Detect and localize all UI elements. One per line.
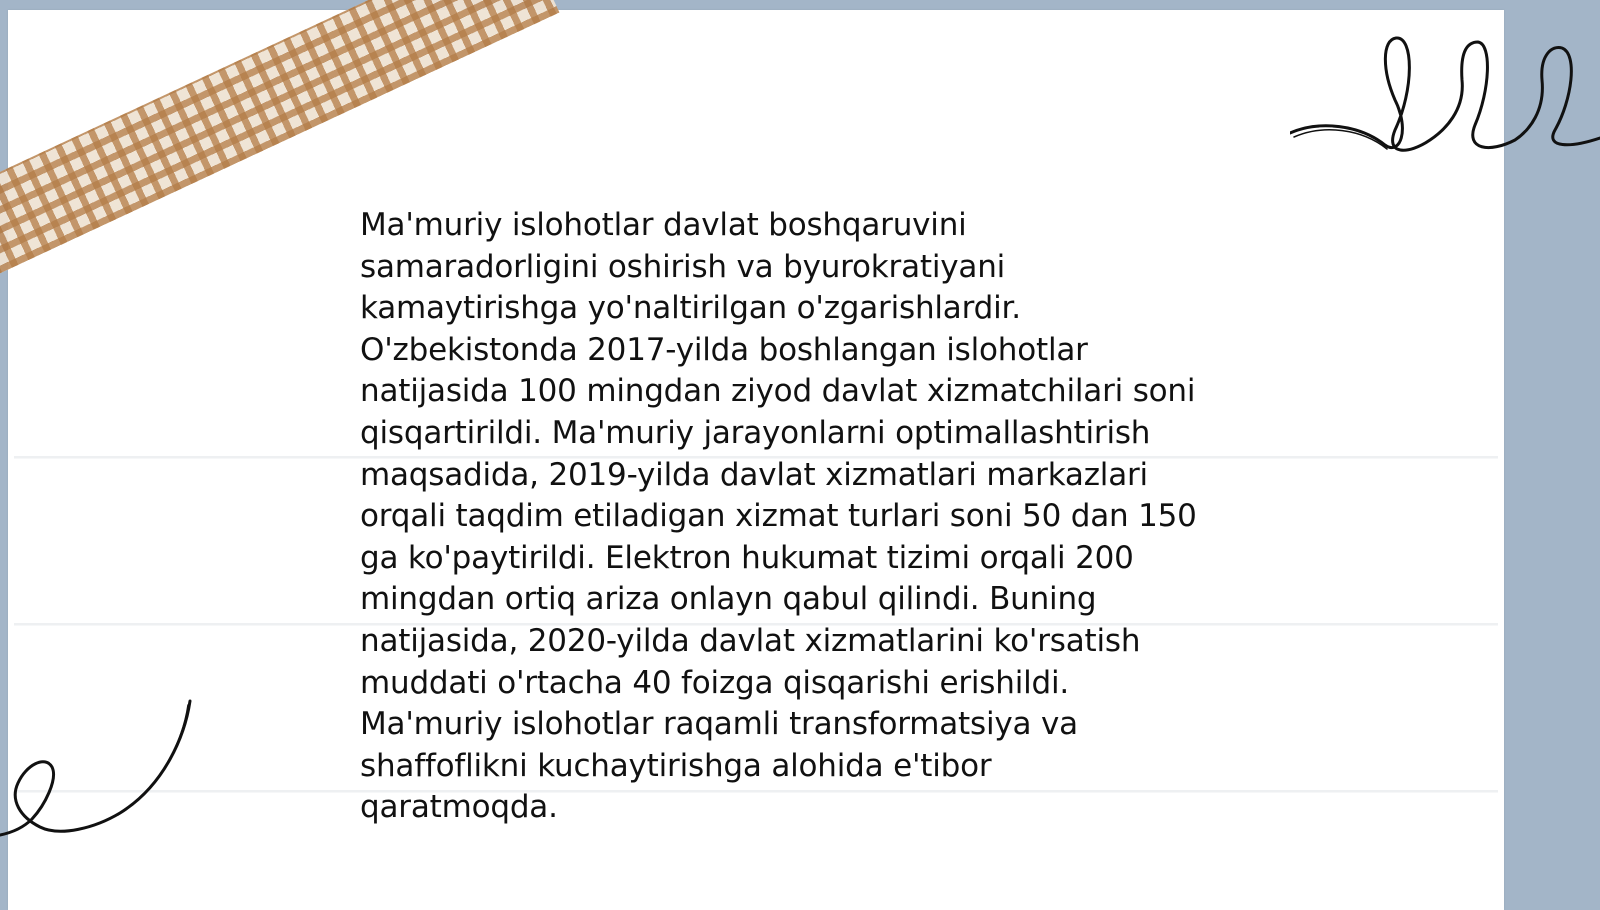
paragraph-line: muddati o'rtacha 40 foizga qisqarishi erishildi. (360, 664, 1070, 701)
paragraph-line: orqali taqdim etiladigan xizmat turlari soni 50 dan 150 (360, 498, 1197, 535)
paragraph-line: qisqartirildi. Ma'muriy jarayonlarni optimallashtirish (360, 414, 1151, 451)
paragraph-line: natijasida 100 mingdan ziyod davlat xizmatchilari soni (360, 373, 1196, 410)
paragraph-line: natijasida, 2020-yilda davlat xizmatlarini ko'rsatish (360, 622, 1141, 659)
body-paragraph (360, 205, 1260, 829)
bottom-left-doodle (0, 695, 200, 855)
paragraph-line: Ma'muriy islohotlar raqamli transformatsiya va (360, 706, 1078, 743)
top-right-doodle (1290, 30, 1600, 170)
paragraph-line: Ma'muriy islohotlar davlat boshqaruvini (360, 207, 967, 243)
paragraph-line: ga ko'paytirildi. Elektron hukumat tizimi orqali 200 (360, 539, 1134, 576)
paragraph-line: shaffoflikni kuchaytirishga alohida e'tibor (360, 747, 992, 784)
paragraph-line: maqsadida, 2019-yilda davlat xizmatlari markazlari (360, 456, 1148, 493)
paragraph-line: mingdan ortiq ariza onlayn qabul qilindi. Buning (360, 581, 1097, 618)
paragraph-line: qaratmoqda. (360, 789, 558, 826)
paragraph-line: samaradorligini oshirish va byurokratiyani (360, 248, 1006, 285)
paragraph-line: kamaytirishga yo'naltirilgan o'zgarishlardir. (360, 290, 1021, 327)
paragraph-line: O'zbekistonda 2017-yilda boshlangan islohotlar (360, 331, 1088, 368)
